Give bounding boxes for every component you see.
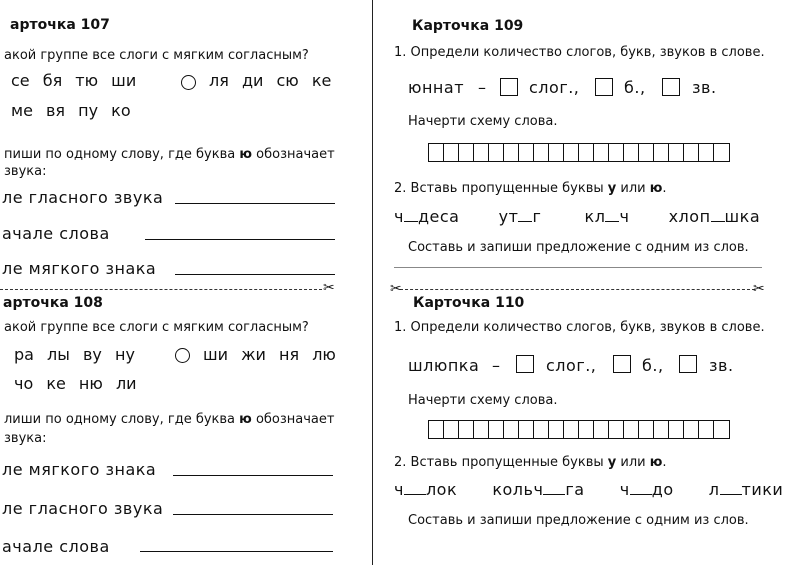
card110-word: шлюпка bbox=[408, 356, 480, 375]
answer-line[interactable] bbox=[173, 475, 333, 476]
sound-count-box[interactable] bbox=[662, 78, 680, 96]
answer-line[interactable] bbox=[175, 274, 335, 275]
scissors-icon: ✂ bbox=[753, 281, 765, 297]
card108-task bbox=[4, 412, 334, 427]
answer-line[interactable] bbox=[140, 551, 333, 552]
letter-blank[interactable] bbox=[404, 494, 426, 495]
card110-question-2: 2. Вставь пропущенные буквы у или ю. bbox=[394, 455, 667, 470]
task-letter: ю bbox=[239, 412, 252, 427]
card108-item-1: ле мягкого знака bbox=[2, 460, 157, 479]
card108-option-a: ра лы ву ну bbox=[14, 345, 135, 364]
scissors-icon: ✂ bbox=[323, 280, 335, 296]
letter-blank[interactable] bbox=[605, 221, 619, 222]
card108-title: арточка 108 bbox=[3, 295, 103, 311]
card110-title: Карточка 110 bbox=[413, 295, 525, 311]
task-text-end: обозначает bbox=[255, 412, 335, 427]
card107-option-c: ме вя пу ко bbox=[11, 101, 131, 120]
card109-fill-words: ч деса ут г кл ч хлоп шка bbox=[394, 207, 761, 226]
q2-text: 2. Вставь пропущенные буквы bbox=[394, 181, 604, 196]
card107-title: арточка 107 bbox=[10, 17, 110, 33]
card110-compose: Составь и запиши предложение с одним из слов. bbox=[408, 513, 749, 528]
circle-icon[interactable] bbox=[181, 75, 196, 90]
word-scheme-grid[interactable] bbox=[428, 420, 730, 439]
card107-option-b: ля ди сю ке bbox=[209, 71, 332, 90]
card108-question: акой группе все слоги с мягким согласным? bbox=[4, 320, 309, 335]
task-text: лиши по одному слову, где буква bbox=[4, 412, 236, 427]
unit-syllables: слог., bbox=[529, 78, 580, 97]
card110-fill-words: ч лок кольч га ч до л тики bbox=[394, 480, 784, 499]
card107-task-line2: звука: bbox=[4, 164, 47, 179]
letter-blank[interactable] bbox=[543, 494, 565, 495]
task-text: пиши по одному слову, где буква bbox=[4, 147, 236, 162]
sound-count-box[interactable] bbox=[679, 355, 697, 373]
card109-title: Карточка 109 bbox=[412, 18, 524, 34]
dash-text: – bbox=[478, 78, 487, 97]
task-letter: ю bbox=[239, 147, 252, 162]
q2-text: 2. Вставь пропущенные буквы bbox=[394, 455, 604, 470]
syllable-count-box[interactable] bbox=[516, 355, 534, 373]
circle-icon[interactable] bbox=[175, 348, 190, 363]
card108-task-line2: звука: bbox=[4, 431, 47, 446]
dash-text: – bbox=[492, 356, 501, 375]
answer-line[interactable] bbox=[175, 203, 335, 204]
card109-question-1: 1. Определи количество слогов, букв, звуков в слове. bbox=[394, 45, 765, 60]
letter-blank[interactable] bbox=[630, 494, 652, 495]
task-text-end: обозначает bbox=[256, 147, 335, 162]
syllable-count-box[interactable] bbox=[500, 78, 518, 96]
letter-y: у bbox=[607, 455, 617, 470]
card107-item-3: ле мягкого знака bbox=[2, 259, 157, 278]
cut-line bbox=[0, 289, 322, 290]
cut-line bbox=[400, 289, 755, 290]
q2-or: или bbox=[620, 181, 646, 196]
card110-question-1: 1. Определи количество слогов, букв, звуков в слове. bbox=[394, 320, 765, 335]
column-divider bbox=[372, 0, 373, 565]
letter-y: у bbox=[607, 181, 617, 196]
letter-blank[interactable] bbox=[711, 221, 725, 222]
card107-question: акой группе все слоги с мягким согласным? bbox=[4, 48, 309, 63]
card108-item-3: ачале слова bbox=[2, 537, 110, 556]
card108-option-b: ши жи ня лю bbox=[203, 345, 336, 364]
letter-blank[interactable] bbox=[404, 221, 418, 222]
unit-syllables: слог., bbox=[546, 356, 597, 375]
answer-line[interactable] bbox=[145, 239, 335, 240]
letter-yu: ю bbox=[649, 181, 663, 196]
q2-or: или bbox=[620, 455, 646, 470]
letter-blank[interactable] bbox=[720, 494, 742, 495]
card110-draw-scheme: Начерти схему слова. bbox=[408, 393, 558, 408]
letter-count-box[interactable] bbox=[613, 355, 631, 373]
unit-sounds: зв. bbox=[709, 356, 734, 375]
card109-word: юннат bbox=[408, 78, 465, 97]
card109-draw-scheme: Начерти схему слова. bbox=[408, 114, 558, 129]
card107-item-1: ле гласного звука bbox=[2, 188, 164, 207]
card107-task bbox=[4, 147, 335, 162]
card108-option-c: чо ке ню ли bbox=[14, 374, 137, 393]
word-scheme-grid[interactable] bbox=[428, 143, 730, 162]
card108-item-2: ле гласного звука bbox=[2, 499, 164, 518]
answer-line[interactable] bbox=[173, 514, 333, 515]
scissors-icon: ✂ bbox=[390, 281, 402, 297]
unit-letters: б., bbox=[642, 356, 664, 375]
letter-blank[interactable] bbox=[518, 221, 532, 222]
unit-sounds: зв. bbox=[692, 78, 717, 97]
card109-compose: Составь и запиши предложение с одним из слов. bbox=[408, 240, 749, 255]
letter-count-box[interactable] bbox=[595, 78, 613, 96]
card109-question-2: 2. Вставь пропущенные буквы у или ю. bbox=[394, 181, 667, 196]
card107-item-2: ачале слова bbox=[2, 224, 110, 243]
letter-yu: ю bbox=[649, 455, 663, 470]
answer-line[interactable] bbox=[394, 267, 762, 268]
unit-letters: б., bbox=[624, 78, 646, 97]
card107-option-a: се бя тю ши bbox=[11, 71, 137, 90]
